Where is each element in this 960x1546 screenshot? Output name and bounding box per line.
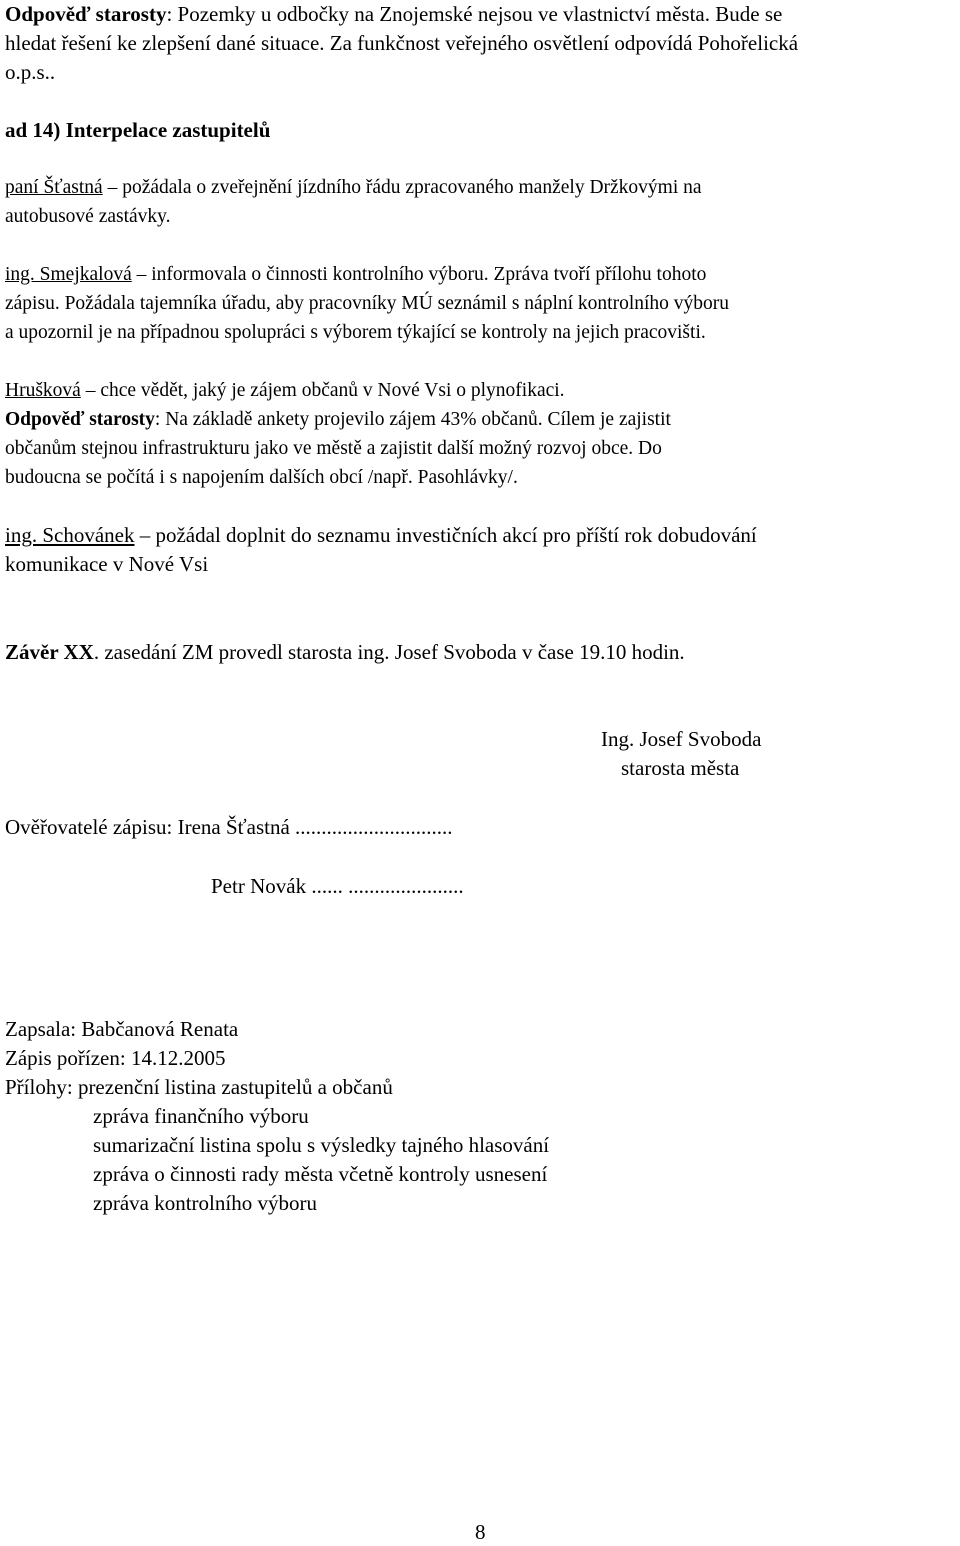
answer-text-1: : Pozemky u odbočky na Znojemské nejsou ve vlastnictví města. Bude se [166, 2, 783, 26]
attachment-item: prezenční listina zastupitelů a občanů [77, 1075, 393, 1099]
interpellation-text: – požádal doplnit do seznamu investičních akcí pro příští rok dobudování [134, 523, 757, 547]
verifiers-line-2: Petr Novák ...... ...................... [211, 874, 464, 898]
answer-line-3: o.p.s.. [5, 60, 56, 84]
answer-lead: Odpověď starosty [5, 2, 167, 26]
interpellation-3-line-2 [5, 406, 671, 434]
record-date: Zápis pořízen: 14.12.2005 [5, 1046, 226, 1070]
interpellation-4-line-2: komunikace v Nové Vsi [5, 552, 209, 576]
signature-name: Ing. Josef Svoboda [601, 727, 762, 751]
interpellation-3-line-4: budoucna se počítá i s napojením dalších obcí /např. Pasohlávky/. [5, 467, 518, 488]
answer-lead: Odpověď starosty [5, 409, 155, 430]
closing-text: . zasedání ZM provedl starosta ing. Josef Svoboda v čase 19.10 hodin. [93, 640, 685, 664]
speaker-name: paní Šťastná [5, 177, 103, 198]
attachments-first [5, 1073, 393, 1101]
speaker-name: ing. Schovánek [5, 523, 135, 547]
verifiers-line-1: Ověřovatelé zápisu: Irena Šťastná .............................. [5, 815, 453, 839]
interpellation-text: – požádala o zveřejnění jízdního řádu zpracovaného manžely Držkovými na [102, 177, 702, 198]
recorded-by: Zapsala: Babčanová Renata [5, 1017, 239, 1041]
attachment-item: zpráva kontrolního výboru [93, 1191, 317, 1215]
interpellation-1-line-2: autobusové zastávky. [5, 206, 171, 227]
answer-text: : Na základě ankety projevilo zájem 43% občanů. Cílem je zajistit [154, 409, 671, 430]
interpellation-3-line-1 [5, 377, 565, 405]
interpellation-text: – informovala o činnosti kontrolního výboru. Zpráva tvoří přílohu tohoto [131, 264, 707, 285]
attachments-label: Přílohy: [5, 1075, 78, 1099]
attachment-item: zpráva finančního výboru [93, 1104, 309, 1128]
attachment-item: sumarizační listina spolu s výsledky tajného hlasování [93, 1133, 550, 1157]
interpellation-1-line-1 [5, 174, 702, 202]
answer-line-2: hledat řešení ke zlepšení dané situace. Za funkčnost veřejného osvětlení odpovídá Pohořelická [5, 31, 799, 55]
interpellation-4-line-1 [5, 521, 757, 549]
section-heading: ad 14) Interpelace zastupitelů [5, 118, 271, 142]
speaker-name: ing. Smejkalová [5, 264, 132, 285]
interpellation-2-line-3: a upozornil je na případnou spolupráci s výborem týkající se kontroly na jejich pracovišti. [5, 322, 706, 343]
interpellation-2-line-1 [5, 261, 706, 289]
interpellation-2-line-2: zápisu. Požádala tajemníka úřadu, aby pracovníky MÚ seznámil s náplní kontrolního výboru [5, 293, 730, 314]
interpellation-3-line-3: občanům stejnou infrastrukturu jako ve městě a zajistit další možný rozvoj obce. Do [5, 438, 662, 459]
interpellation-text: – chce vědět, jaký je zájem občanů v Nové Vsi o plynofikaci. [80, 380, 565, 401]
closing-lead: Závěr XX [5, 640, 94, 664]
signature-role: starosta města [621, 756, 740, 780]
attachment-item: zpráva o činnosti rady města včetně kontroly usnesení [93, 1162, 548, 1186]
page-number: 8 [475, 1520, 486, 1544]
answer-line-1 [5, 0, 782, 28]
closing-line [5, 638, 685, 666]
speaker-name: Hrušková [5, 380, 81, 401]
